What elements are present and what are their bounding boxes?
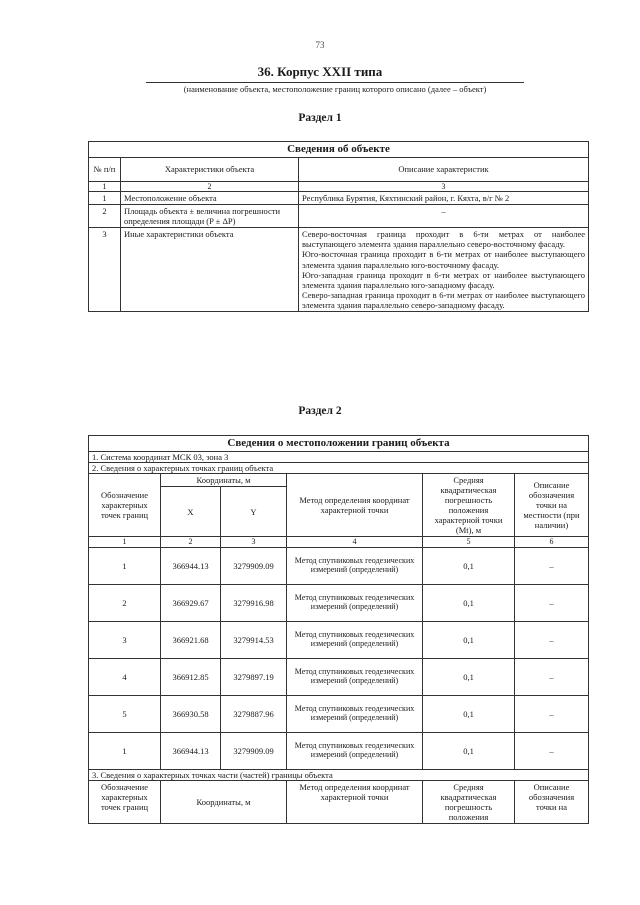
index-cell: 2 <box>161 537 221 547</box>
table-row <box>89 695 589 732</box>
point-y: 3279914.53 <box>221 621 287 658</box>
table-row <box>89 547 589 584</box>
table-row <box>89 228 589 311</box>
index-cell: 1 <box>89 537 161 547</box>
point-description: – <box>515 732 589 769</box>
northeast-boundary-text: Северо-восточная граница проходит в 6-ти метрах от наиболее выступающего элемента здания параллельно северо-восточному фасаду. <box>302 229 585 250</box>
point-id: 2 <box>89 584 161 621</box>
document-subtitle: (наименование объекта, местоположение границ которого описано (далее – объект) <box>146 82 524 94</box>
section-2-heading: Раздел 2 <box>298 405 342 417</box>
header-method: Метод определения координат характерной точки <box>287 474 423 537</box>
header-x: X <box>161 487 221 537</box>
point-id: 4 <box>89 658 161 695</box>
northwest-boundary-text: Северо-западная граница проходит в 6-ти метрах от наиболее выступающего элемента здания параллельно северо-западному фасаду. <box>302 289 585 310</box>
row-characteristic: Местоположение объекта <box>121 192 299 205</box>
table-row <box>89 205 589 228</box>
row-characteristic: Иные характеристики объекта <box>121 228 299 311</box>
header-point-description: Описание обозначения точки на местности (при наличии) <box>515 474 589 537</box>
point-error: 0,1 <box>423 695 515 732</box>
part-header-designation: Обозначение характерных точек границ <box>89 780 161 823</box>
row-number: 3 <box>89 228 121 311</box>
row-description: – <box>299 205 589 228</box>
point-y: 3279909.09 <box>221 547 287 584</box>
table-row <box>89 192 589 205</box>
point-id: 1 <box>89 732 161 769</box>
table-row <box>89 658 589 695</box>
point-method: Метод спутниковых геодезических измерений (определений) <box>287 547 423 584</box>
point-method: Метод спутниковых геодезических измерений (определений) <box>287 732 423 769</box>
header-coordinates: Координаты, м <box>161 474 287 487</box>
point-x: 366944.13 <box>161 732 221 769</box>
point-x: 366921.68 <box>161 621 221 658</box>
point-y: 3279916.98 <box>221 584 287 621</box>
point-method: Метод спутниковых геодезических измерений (определений) <box>287 658 423 695</box>
object-info-caption: Сведения об объекте <box>89 142 589 158</box>
point-error: 0,1 <box>423 621 515 658</box>
part-header-coordinates: Координаты, м <box>161 780 287 823</box>
index-cell: 5 <box>423 537 515 547</box>
index-cell: 4 <box>287 537 423 547</box>
row-description-boundaries <box>299 228 589 311</box>
point-method: Метод спутниковых геодезических измерений (определений) <box>287 621 423 658</box>
document-title: 36. Корпус XXII типа <box>257 64 383 79</box>
point-description: – <box>515 621 589 658</box>
points-info-line: 2. Сведения о характерных точках границ объекта <box>89 462 589 473</box>
point-error: 0,1 <box>423 547 515 584</box>
index-cell: 2 <box>121 181 299 191</box>
index-cell: 6 <box>515 537 589 547</box>
row-number: 1 <box>89 192 121 205</box>
row-description: Республика Бурятия, Кяхтинский район, г. Кяхта, в/г № 2 <box>299 192 589 205</box>
index-cell: 3 <box>299 181 589 191</box>
point-description: – <box>515 658 589 695</box>
southwest-boundary-text: Юго-западная граница проходит в 6-ти метрах от наиболее выступающего элемента здания параллельно юго-западному фасаду. <box>302 269 585 290</box>
row-number: 2 <box>89 205 121 228</box>
point-id: 3 <box>89 621 161 658</box>
object-info-table <box>88 141 589 312</box>
point-id: 5 <box>89 695 161 732</box>
point-description: – <box>515 695 589 732</box>
point-error: 0,1 <box>423 732 515 769</box>
point-y: 3279887.96 <box>221 695 287 732</box>
point-error: 0,1 <box>423 584 515 621</box>
part-header-error: Средняя квадратическая погрешность положения <box>423 780 515 823</box>
point-description: – <box>515 584 589 621</box>
point-method: Метод спутниковых геодезических измерений (определений) <box>287 584 423 621</box>
index-cell: 1 <box>89 181 121 191</box>
table-row <box>89 621 589 658</box>
coordinate-system-line: 1. Система координат МСК 03, зона 3 <box>89 451 589 462</box>
header-y: Y <box>221 487 287 537</box>
index-cell: 3 <box>221 537 287 547</box>
header-number: № п/п <box>89 157 121 181</box>
header-error: Средняя квадратическая погрешность положения характерной точки (Mt), м <box>423 474 515 537</box>
section-1-heading: Раздел 1 <box>298 112 342 124</box>
point-description: – <box>515 547 589 584</box>
part-header-method: Метод определения координат характерной точки <box>287 780 423 823</box>
point-y: 3279897.19 <box>221 658 287 695</box>
part-points-info-line: 3. Сведения о характерных точках части (частей) границы объекта <box>89 769 589 780</box>
table-row <box>89 584 589 621</box>
point-x: 366930.58 <box>161 695 221 732</box>
point-method: Метод спутниковых геодезических измерений (определений) <box>287 695 423 732</box>
point-x: 366929.67 <box>161 584 221 621</box>
boundary-location-table <box>88 435 589 824</box>
point-y: 3279909.09 <box>221 732 287 769</box>
point-error: 0,1 <box>423 658 515 695</box>
southeast-boundary-text: Юго-восточная граница проходит в 6-ти метрах от наиболее выступающего элемента здания параллельно юго-восточному фасаду. <box>302 249 585 270</box>
boundary-location-caption: Сведения о местоположении границ объекта <box>89 436 589 452</box>
point-x: 366944.13 <box>161 547 221 584</box>
page-number: 73 <box>315 40 325 50</box>
table-row <box>89 732 589 769</box>
row-characteristic: Площадь объекта ± величина погрешности определения площади (P ± ΔP) <box>121 205 299 228</box>
header-description: Описание характеристик <box>299 157 589 181</box>
header-characteristics: Характеристики объекта <box>121 157 299 181</box>
point-x: 366912.85 <box>161 658 221 695</box>
header-designation: Обозначение характерных точек границ <box>89 474 161 537</box>
part-header-description: Описание обозначения точки на <box>515 780 589 823</box>
point-id: 1 <box>89 547 161 584</box>
